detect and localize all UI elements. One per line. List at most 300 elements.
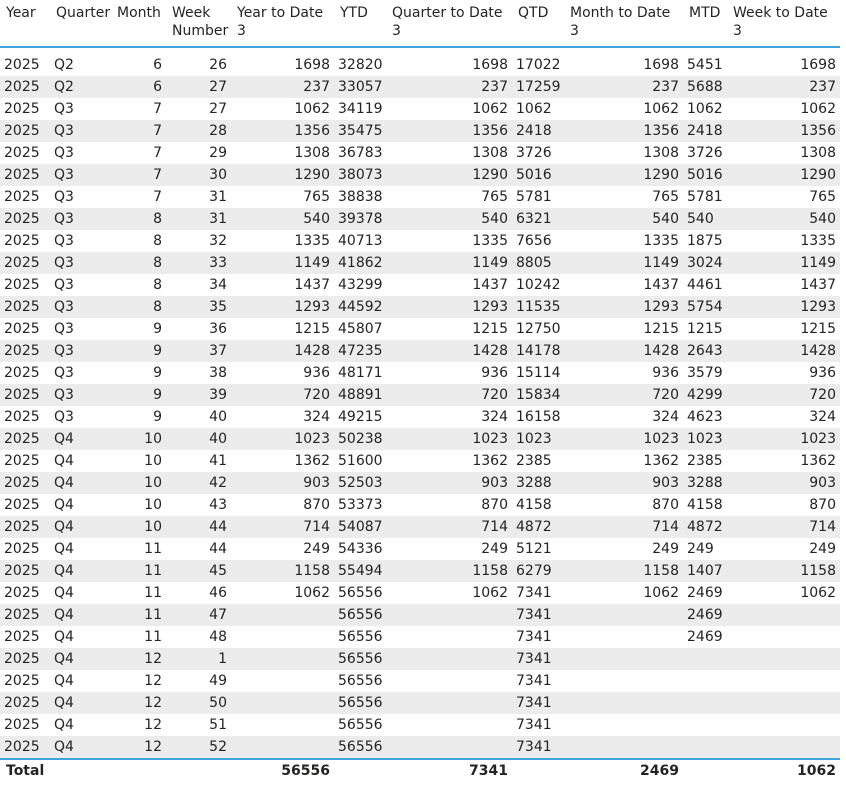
column-header-month-to-date-3[interactable]: Month to Date 3 xyxy=(570,5,671,39)
table-row[interactable] xyxy=(0,648,840,670)
cell-ytd: 41862 xyxy=(334,252,386,274)
table-row[interactable] xyxy=(0,406,840,428)
cell-mtd: 4299 xyxy=(683,384,727,406)
cell-month: 11 xyxy=(144,585,162,601)
cell-ytd: 33057 xyxy=(334,76,386,98)
cell-qtd: 12750 xyxy=(516,321,561,337)
cell-quarter: Q4 xyxy=(50,692,111,714)
cell-year-to-date-3 xyxy=(231,692,334,714)
cell-quarter-to-date-3 xyxy=(386,604,512,626)
table-row[interactable] xyxy=(0,54,840,76)
column-header-quarter-to-date-3[interactable]: Quarter to Date 3 xyxy=(392,5,503,39)
cell-week-number: 40 xyxy=(209,409,227,425)
cell-week-to-date-3: 714 xyxy=(727,516,840,538)
table-row[interactable] xyxy=(0,670,840,692)
cell-qtd: 7656 xyxy=(516,233,552,249)
table-row[interactable] xyxy=(0,604,840,626)
cell-quarter: Q4 xyxy=(54,541,74,557)
table-row[interactable] xyxy=(0,384,840,406)
cell-week-to-date-3: 1698 xyxy=(800,57,836,73)
cell-year: 2025 xyxy=(0,164,50,186)
cell-month-to-date-3: 324 xyxy=(652,409,679,425)
cell-week-number: 31 xyxy=(209,189,227,205)
cell-quarter-to-date-3: 936 xyxy=(481,365,508,381)
table-row[interactable] xyxy=(0,428,840,450)
cell-year-to-date-3: 1062 xyxy=(294,585,330,601)
table-row[interactable] xyxy=(0,230,840,252)
cell-quarter: Q4 xyxy=(50,560,111,582)
cell-month-to-date-3: 765 xyxy=(652,189,679,205)
cell-year: 2025 xyxy=(0,472,50,494)
cell-month-to-date-3: 1215 xyxy=(643,321,679,337)
cell-month: 7 xyxy=(111,164,166,186)
table-row[interactable] xyxy=(0,736,840,759)
cell-week-number: 34 xyxy=(209,277,227,293)
cell-qtd: 5121 xyxy=(516,541,552,557)
table-row[interactable] xyxy=(0,494,840,516)
column-header-week-number[interactable]: Week Number xyxy=(172,5,229,39)
cell-week-to-date-3: 765 xyxy=(809,189,836,205)
cell-month-to-date-3 xyxy=(564,648,683,670)
table-row[interactable] xyxy=(0,296,840,318)
column-header-month[interactable]: Month xyxy=(117,5,161,21)
table-row[interactable] xyxy=(0,164,840,186)
cell-week-number: 28 xyxy=(166,120,231,142)
total-quarter-to-date-3: 7341 xyxy=(386,759,512,782)
cell-ytd: 45807 xyxy=(338,321,383,337)
cell-month: 11 xyxy=(144,629,162,645)
table-row[interactable] xyxy=(0,714,840,736)
cell-year: 2025 xyxy=(0,604,50,626)
total-row xyxy=(0,759,840,782)
cell-year-to-date-3: 1308 xyxy=(294,145,330,161)
table-row[interactable] xyxy=(0,516,840,538)
cell-year: 2025 xyxy=(4,57,40,73)
table-row[interactable] xyxy=(0,362,840,384)
cell-ytd: 50238 xyxy=(334,428,386,450)
cell-week-number: 44 xyxy=(166,516,231,538)
cell-year: 2025 xyxy=(4,497,40,513)
cell-quarter-to-date-3: 903 xyxy=(386,472,512,494)
cell-mtd: 4461 xyxy=(687,277,723,293)
cell-week-number: 40 xyxy=(166,428,231,450)
cell-ytd: 56556 xyxy=(338,717,383,733)
cell-month: 8 xyxy=(111,296,166,318)
cell-quarter: Q4 xyxy=(54,497,74,513)
table-row[interactable] xyxy=(0,252,840,274)
cell-qtd: 7341 xyxy=(512,692,564,714)
cell-qtd: 2385 xyxy=(516,453,552,469)
cell-quarter-to-date-3 xyxy=(386,692,512,714)
cell-week-number: 42 xyxy=(166,472,231,494)
cell-year: 2025 xyxy=(0,120,50,142)
cell-week-number: 30 xyxy=(166,164,231,186)
cell-quarter-to-date-3: 1356 xyxy=(386,120,512,142)
cell-quarter-to-date-3: 324 xyxy=(481,409,508,425)
cell-year-to-date-3: 1290 xyxy=(231,164,334,186)
cell-quarter-to-date-3: 1698 xyxy=(472,57,508,73)
cell-quarter: Q3 xyxy=(50,120,111,142)
cell-quarter-to-date-3: 1023 xyxy=(386,428,512,450)
cell-qtd: 10242 xyxy=(516,277,561,293)
cell-week-to-date-3: 1362 xyxy=(800,453,836,469)
cell-month-to-date-3: 249 xyxy=(652,541,679,557)
cell-week-to-date-3 xyxy=(727,736,840,759)
cell-week-to-date-3: 324 xyxy=(809,409,836,425)
column-header-week-to-date-3[interactable]: Week to Date 3 xyxy=(733,5,828,39)
cell-month: 7 xyxy=(153,101,162,117)
cell-ytd: 53373 xyxy=(338,497,383,513)
cell-month: 9 xyxy=(153,365,162,381)
cell-mtd: 3288 xyxy=(683,472,727,494)
cell-week-to-date-3 xyxy=(727,670,840,692)
cell-year-to-date-3: 1362 xyxy=(294,453,330,469)
cell-week-number: 36 xyxy=(209,321,227,337)
cell-quarter-to-date-3: 1149 xyxy=(386,252,512,274)
cell-week-number: 26 xyxy=(209,57,227,73)
cell-quarter: Q3 xyxy=(50,384,111,406)
cell-month-to-date-3: 870 xyxy=(652,497,679,513)
cell-ytd: 56556 xyxy=(338,673,383,689)
cell-qtd: 5016 xyxy=(512,164,564,186)
cell-week-number: 43 xyxy=(209,497,227,513)
cell-year: 2025 xyxy=(0,252,50,274)
cell-month-to-date-3 xyxy=(564,692,683,714)
cell-month-to-date-3: 1158 xyxy=(564,560,683,582)
cell-quarter: Q3 xyxy=(50,208,111,230)
cell-year: 2025 xyxy=(4,145,40,161)
cell-quarter: Q4 xyxy=(50,736,111,759)
cell-ytd: 54336 xyxy=(338,541,383,557)
cell-month-to-date-3: 903 xyxy=(564,472,683,494)
cell-month-to-date-3: 936 xyxy=(652,365,679,381)
cell-qtd: 3726 xyxy=(516,145,552,161)
cell-month-to-date-3: 1308 xyxy=(643,145,679,161)
cell-quarter-to-date-3: 1293 xyxy=(386,296,512,318)
cell-week-to-date-3: 1437 xyxy=(800,277,836,293)
cell-week-number: 27 xyxy=(166,76,231,98)
cell-quarter-to-date-3: 1308 xyxy=(472,145,508,161)
cell-week-to-date-3 xyxy=(727,626,840,648)
cell-quarter: Q3 xyxy=(50,340,111,362)
cell-ytd: 54087 xyxy=(334,516,386,538)
cell-quarter-to-date-3: 237 xyxy=(386,76,512,98)
cell-quarter-to-date-3: 765 xyxy=(481,189,508,205)
cell-month: 8 xyxy=(153,277,162,293)
cell-month-to-date-3: 1698 xyxy=(643,57,679,73)
cell-mtd: 5451 xyxy=(687,57,723,73)
cell-quarter: Q4 xyxy=(54,453,74,469)
cell-mtd: 1215 xyxy=(687,321,723,337)
cell-year-to-date-3 xyxy=(231,736,334,759)
table-row[interactable] xyxy=(0,450,840,472)
table-row[interactable] xyxy=(0,582,840,604)
table-row[interactable] xyxy=(0,208,840,230)
table-row[interactable] xyxy=(0,186,840,208)
partially-scrolled-row xyxy=(0,47,840,54)
cell-month-to-date-3 xyxy=(564,604,683,626)
cell-mtd: 5016 xyxy=(683,164,727,186)
cell-year: 2025 xyxy=(4,453,40,469)
cell-week-to-date-3: 1356 xyxy=(727,120,840,142)
total-label: Total xyxy=(0,759,50,782)
cell-week-number: 49 xyxy=(209,673,227,689)
cell-quarter-to-date-3 xyxy=(386,626,512,648)
cell-qtd: 5781 xyxy=(516,189,552,205)
cell-month: 7 xyxy=(153,189,162,205)
cell-quarter: Q4 xyxy=(50,648,111,670)
cell-week-to-date-3: 1308 xyxy=(800,145,836,161)
cell-week-number: 44 xyxy=(209,541,227,557)
cell-year-to-date-3: 1293 xyxy=(231,296,334,318)
table-row[interactable] xyxy=(0,274,840,296)
cell-year-to-date-3 xyxy=(231,604,334,626)
cell-quarter: Q2 xyxy=(50,76,111,98)
cell-week-to-date-3: 1428 xyxy=(727,340,840,362)
cell-week-to-date-3: 903 xyxy=(727,472,840,494)
cell-qtd: 7341 xyxy=(516,585,552,601)
cell-quarter: Q3 xyxy=(54,277,74,293)
table-row[interactable] xyxy=(0,318,840,340)
cell-week-number: 52 xyxy=(166,736,231,759)
cell-year-to-date-3: 540 xyxy=(231,208,334,230)
table-row[interactable] xyxy=(0,76,840,98)
cell-qtd: 3288 xyxy=(512,472,564,494)
cell-quarter: Q3 xyxy=(54,409,74,425)
cell-qtd: 7341 xyxy=(512,648,564,670)
cell-quarter: Q3 xyxy=(50,296,111,318)
cell-mtd: 4623 xyxy=(687,409,723,425)
cell-month: 12 xyxy=(144,673,162,689)
cell-week-to-date-3: 870 xyxy=(809,497,836,513)
cell-quarter: Q4 xyxy=(50,428,111,450)
cell-quarter: Q4 xyxy=(50,516,111,538)
cell-month-to-date-3: 1149 xyxy=(564,252,683,274)
cell-ytd: 56556 xyxy=(338,629,383,645)
cell-year: 2025 xyxy=(4,629,40,645)
table-row[interactable] xyxy=(0,142,840,164)
cell-year-to-date-3: 714 xyxy=(231,516,334,538)
cell-quarter: Q3 xyxy=(54,233,74,249)
cell-month-to-date-3: 1428 xyxy=(564,340,683,362)
cell-mtd: 249 xyxy=(687,541,714,557)
cell-week-number: 48 xyxy=(209,629,227,645)
cell-quarter: Q3 xyxy=(54,145,74,161)
cell-year: 2025 xyxy=(0,648,50,670)
cell-year-to-date-3: 1437 xyxy=(294,277,330,293)
column-header-year-to-date-3[interactable]: Year to Date 3 xyxy=(237,5,324,39)
cell-mtd: 2418 xyxy=(683,120,727,142)
cell-year-to-date-3 xyxy=(231,626,334,648)
cell-year: 2025 xyxy=(4,365,40,381)
cell-qtd: 4158 xyxy=(516,497,552,513)
cell-year-to-date-3: 1023 xyxy=(231,428,334,450)
cell-ytd: 35475 xyxy=(334,120,386,142)
cell-month-to-date-3 xyxy=(564,670,683,692)
cell-ytd: 34119 xyxy=(338,101,383,117)
cell-week-to-date-3: 237 xyxy=(727,76,840,98)
cell-quarter-to-date-3: 1428 xyxy=(386,340,512,362)
cell-year-to-date-3: 870 xyxy=(303,497,330,513)
cell-year: 2025 xyxy=(0,296,50,318)
cell-year-to-date-3 xyxy=(231,670,334,692)
table-row[interactable] xyxy=(0,560,840,582)
cell-week-to-date-3: 1293 xyxy=(727,296,840,318)
table-body xyxy=(0,47,840,759)
cell-quarter-to-date-3: 1215 xyxy=(472,321,508,337)
cell-month-to-date-3: 1437 xyxy=(643,277,679,293)
cell-month-to-date-3: 237 xyxy=(564,76,683,98)
cell-week-number: 33 xyxy=(166,252,231,274)
cell-month-to-date-3: 1023 xyxy=(564,428,683,450)
cell-mtd: 4158 xyxy=(687,497,723,513)
cell-mtd: 3726 xyxy=(687,145,723,161)
cell-week-number: 45 xyxy=(166,560,231,582)
cell-year: 2025 xyxy=(4,101,40,117)
cell-year: 2025 xyxy=(0,76,50,98)
cell-quarter-to-date-3 xyxy=(386,714,512,736)
cell-year: 2025 xyxy=(4,189,40,205)
cell-quarter: Q4 xyxy=(54,673,74,689)
table-row[interactable] xyxy=(0,538,840,560)
cell-mtd: 5781 xyxy=(687,189,723,205)
cell-qtd: 8805 xyxy=(512,252,564,274)
cell-quarter: Q3 xyxy=(54,189,74,205)
cell-quarter-to-date-3: 1362 xyxy=(472,453,508,469)
cell-quarter: Q3 xyxy=(54,321,74,337)
cell-month-to-date-3 xyxy=(564,626,683,648)
cell-qtd: 7341 xyxy=(516,717,552,733)
cell-week-number: 39 xyxy=(166,384,231,406)
cell-year-to-date-3: 1698 xyxy=(294,57,330,73)
cell-mtd: 2469 xyxy=(687,585,723,601)
cell-ytd: 56556 xyxy=(334,604,386,626)
cell-year-to-date-3: 720 xyxy=(231,384,334,406)
cell-year: 2025 xyxy=(0,428,50,450)
cell-week-to-date-3: 1062 xyxy=(800,585,836,601)
cell-mtd: 5754 xyxy=(683,296,727,318)
cell-month: 10 xyxy=(111,516,166,538)
cell-ytd: 51600 xyxy=(338,453,383,469)
table-row[interactable] xyxy=(0,340,840,362)
cell-mtd: 1875 xyxy=(687,233,723,249)
cell-year-to-date-3: 1215 xyxy=(294,321,330,337)
cell-quarter-to-date-3: 714 xyxy=(386,516,512,538)
cell-ytd: 52503 xyxy=(334,472,386,494)
cell-week-to-date-3: 1215 xyxy=(800,321,836,337)
column-header-qtd[interactable]: QTD xyxy=(518,5,549,21)
column-header-ytd[interactable]: YTD xyxy=(340,5,368,21)
cell-month-to-date-3: 1062 xyxy=(643,585,679,601)
cell-year-to-date-3: 903 xyxy=(231,472,334,494)
cell-ytd: 56556 xyxy=(334,692,386,714)
table-row[interactable] xyxy=(0,98,840,120)
cell-week-to-date-3 xyxy=(727,692,840,714)
cell-month-to-date-3: 540 xyxy=(564,208,683,230)
cell-quarter-to-date-3: 1062 xyxy=(472,101,508,117)
cell-mtd: 3024 xyxy=(683,252,727,274)
cell-week-to-date-3: 1158 xyxy=(727,560,840,582)
column-header-quarter[interactable]: Quarter xyxy=(56,5,111,21)
column-header-year[interactable]: Year xyxy=(6,5,36,21)
cell-mtd: 3579 xyxy=(687,365,723,381)
cell-month: 8 xyxy=(153,233,162,249)
cell-mtd: 2469 xyxy=(687,629,723,645)
cell-year: 2025 xyxy=(0,208,50,230)
cell-ytd: 56556 xyxy=(338,585,383,601)
cell-quarter: Q2 xyxy=(54,57,74,73)
cell-mtd: 5688 xyxy=(683,76,727,98)
cell-month: 11 xyxy=(144,541,162,557)
cell-year: 2025 xyxy=(4,233,40,249)
total-week-to-date-3: 1062 xyxy=(727,759,840,782)
cell-week-to-date-3 xyxy=(727,648,840,670)
cell-week-to-date-3: 936 xyxy=(809,365,836,381)
cell-year: 2025 xyxy=(0,736,50,759)
cell-year-to-date-3: 1149 xyxy=(231,252,334,274)
table-row[interactable] xyxy=(0,692,840,714)
cell-month: 9 xyxy=(153,409,162,425)
cell-year: 2025 xyxy=(4,277,40,293)
cell-ytd: 48171 xyxy=(338,365,383,381)
cell-week-to-date-3: 720 xyxy=(727,384,840,406)
cell-qtd: 7341 xyxy=(512,604,564,626)
cell-ytd: 32820 xyxy=(338,57,383,73)
cell-ytd: 43299 xyxy=(338,277,383,293)
cell-qtd: 7341 xyxy=(512,736,564,759)
cell-quarter: Q4 xyxy=(50,604,111,626)
cell-month: 12 xyxy=(111,736,166,759)
cell-month-to-date-3 xyxy=(564,714,683,736)
cell-year-to-date-3: 237 xyxy=(231,76,334,98)
table-row[interactable] xyxy=(0,120,840,142)
header-row xyxy=(0,0,840,47)
cell-mtd xyxy=(683,692,727,714)
cell-year-to-date-3: 324 xyxy=(303,409,330,425)
cell-year: 2025 xyxy=(4,321,40,337)
cell-month-to-date-3: 1062 xyxy=(643,101,679,117)
cell-month-to-date-3: 1293 xyxy=(564,296,683,318)
cell-qtd: 1062 xyxy=(516,101,552,117)
cell-mtd xyxy=(683,648,727,670)
cell-month: 11 xyxy=(111,604,166,626)
cell-week-to-date-3 xyxy=(727,604,840,626)
cell-quarter-to-date-3: 720 xyxy=(386,384,512,406)
cell-year-to-date-3 xyxy=(231,714,334,736)
cell-mtd: 2469 xyxy=(683,604,727,626)
cell-quarter-to-date-3: 1290 xyxy=(386,164,512,186)
cell-year: 2025 xyxy=(4,717,40,733)
cell-week-to-date-3 xyxy=(727,714,840,736)
cell-qtd: 17022 xyxy=(516,57,561,73)
cell-year-to-date-3: 1158 xyxy=(231,560,334,582)
cell-month: 11 xyxy=(111,560,166,582)
cell-quarter: Q4 xyxy=(54,585,74,601)
cell-qtd: 2418 xyxy=(512,120,564,142)
table-row[interactable] xyxy=(0,626,840,648)
cell-qtd: 14178 xyxy=(512,340,564,362)
column-header-mtd[interactable]: MTD xyxy=(689,5,721,21)
cell-week-to-date-3: 1062 xyxy=(800,101,836,117)
cell-mtd xyxy=(683,736,727,759)
cell-qtd: 15834 xyxy=(512,384,564,406)
cell-month-to-date-3: 720 xyxy=(564,384,683,406)
cell-year-to-date-3: 1356 xyxy=(231,120,334,142)
cell-week-to-date-3: 540 xyxy=(727,208,840,230)
table-row[interactable] xyxy=(0,472,840,494)
cell-year: 2025 xyxy=(0,384,50,406)
cell-month: 12 xyxy=(111,692,166,714)
